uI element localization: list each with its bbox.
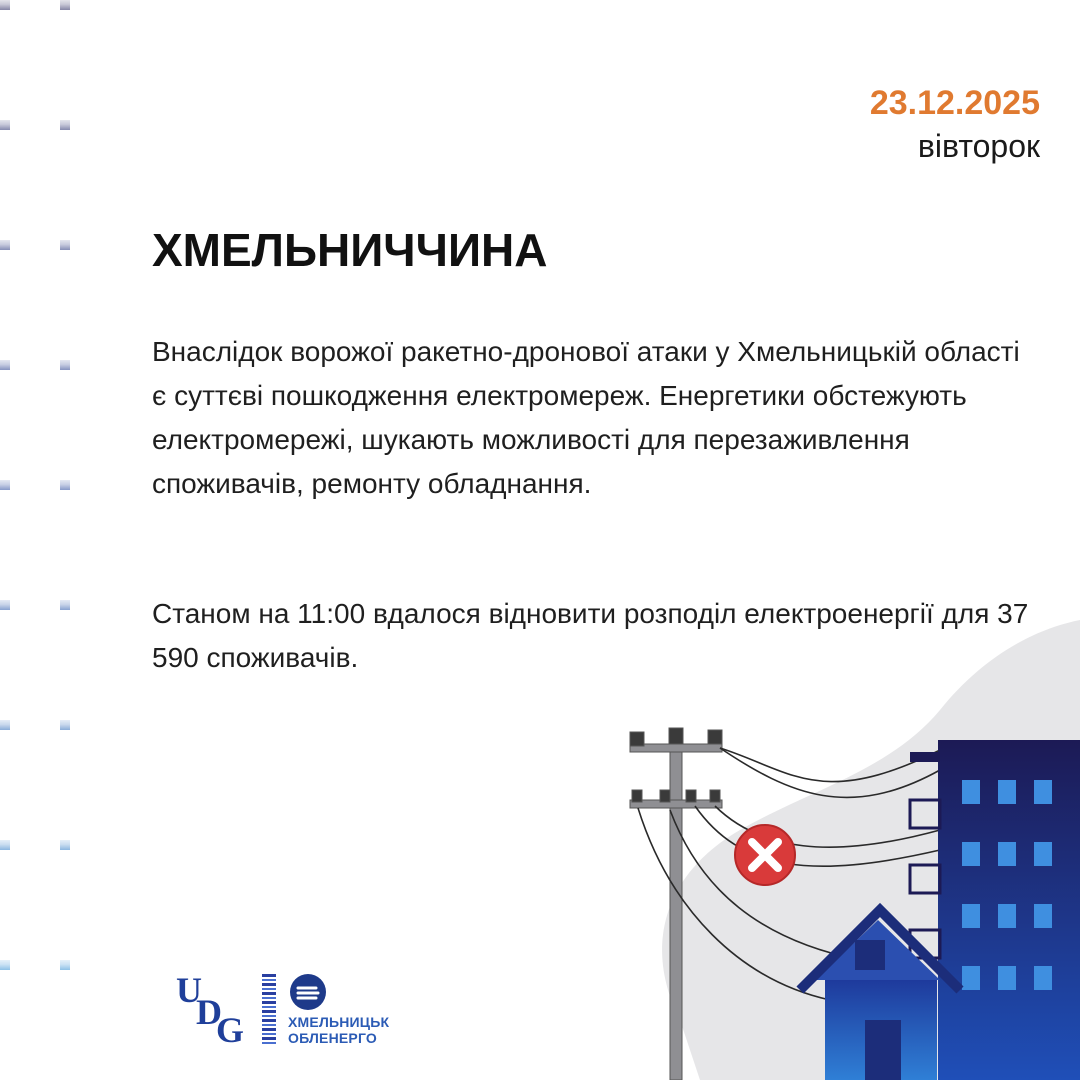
svg-text:G: G: [216, 1010, 245, 1044]
date-label: 23.12.2025: [869, 84, 1040, 122]
oblenergo-logo-icon: [288, 972, 328, 1012]
company-name-line1: ХМЕЛЬНИЦЬК: [288, 1014, 390, 1030]
date-block: [870, 82, 1040, 168]
power-outage-illustration: [560, 620, 1080, 1080]
embroidery-ornament: [0, 0, 118, 1080]
disconnect-x-icon: [735, 825, 795, 885]
logos-block: [176, 968, 416, 1048]
svg-text:D: D: [196, 992, 222, 1032]
restoration-paragraph: Станом на 11:00 вдалося відновити розподіл електроенергії для 37 590 споживачів.: [152, 598, 1029, 673]
logo-pattern-divider: [262, 974, 276, 1044]
damage-paragraph: Внаслідок ворожої ракетно-дронової атаки у Хмельницькій області є суттєві пошкодження електромереж. Енергетики обстежують електромережі, шукають можливості для перезаживлення споживачів, ремонту обладнання.: [152, 336, 1020, 499]
company-name-line2: ОБЛЕНЕРГО: [288, 1030, 377, 1046]
udg-logo-icon: [176, 968, 252, 1044]
oblenergo-wordmark: [288, 1014, 389, 1046]
svg-text:U: U: [176, 970, 202, 1010]
region-title: ХМЕЛЬНИЧЧИНА: [152, 224, 548, 276]
weekday-label: вівторок: [917, 128, 1040, 164]
